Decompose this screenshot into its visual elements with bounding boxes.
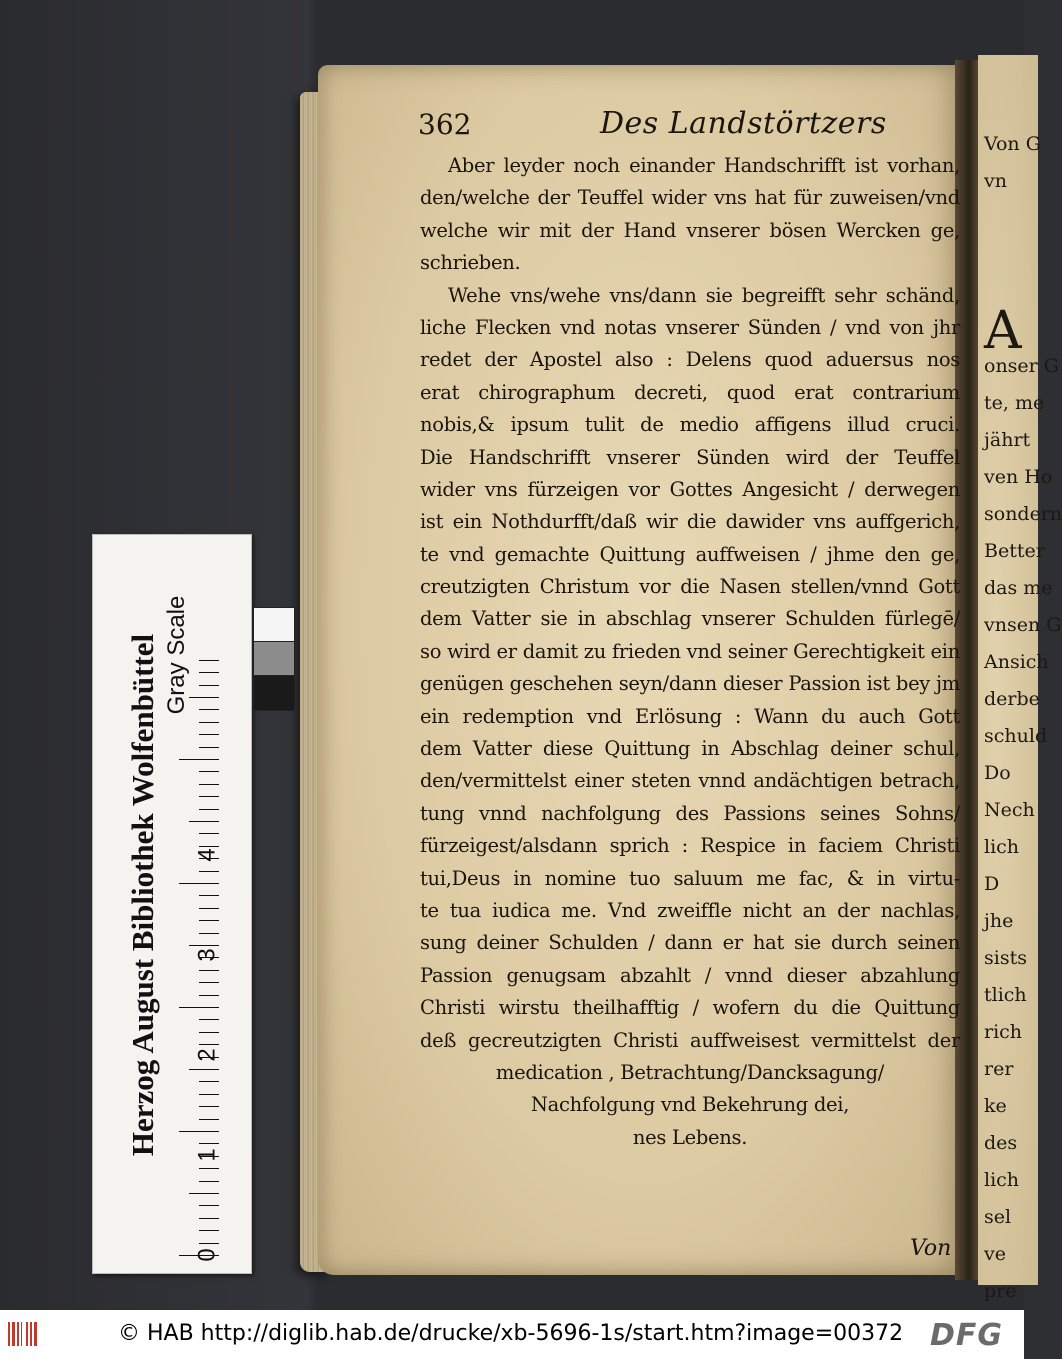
barcode-bar xyxy=(30,1322,32,1346)
barcode-bar xyxy=(17,1322,19,1346)
copyright-link[interactable]: © HAB http://diglib.hab.de/drucke/xb-5696-1s/start.htm?image=00372 xyxy=(118,1321,904,1346)
facing-page-fragment: derbe xyxy=(984,688,1040,710)
barcode-bar xyxy=(21,1322,22,1346)
facing-page-fragment: lich xyxy=(984,1169,1020,1191)
text-line: fürzeigest/alsdann sprich : Respice in faciem Christi xyxy=(420,834,960,858)
ruler-tick xyxy=(199,1119,219,1120)
text-line: tung vnnd nachfolgung des Passions seines Sohns/ xyxy=(420,801,960,825)
ruler-tick xyxy=(179,759,219,760)
page-number: 362 xyxy=(418,108,472,141)
text-line: welche wir mit der Hand vnserer bösen Wercken ge, xyxy=(420,218,960,242)
text-line: medication , Betrachtung/Dancksagung/ xyxy=(495,1060,885,1084)
facing-page-fragment: des xyxy=(984,1132,1018,1154)
text-line: ein redemption vnd Erlösung : Wann du auch Gott xyxy=(420,704,960,728)
ruler-tick xyxy=(199,1168,219,1169)
text-line: te vnd gemachte Quittung auffweisen / jhme den ge, xyxy=(420,542,960,566)
facing-page-fragment: Ansich xyxy=(984,651,1049,673)
facing-page-fragment: tlich xyxy=(984,984,1027,1006)
ruler-tick xyxy=(189,1069,219,1070)
facing-page-fragment: lich xyxy=(984,836,1020,858)
ruler-number: 4 xyxy=(193,848,221,862)
text-line: Die Handschrifft vnserer Sünden wird der Teuffel xyxy=(420,445,960,469)
text-line: dem Vatter sie in abschlag vnserer Schulden fürlegē/ xyxy=(420,607,960,631)
ruler-number: 3 xyxy=(193,948,221,962)
text-line: deß gecreutzigten Christi auffweisest vermittelst der xyxy=(420,1028,960,1052)
gray-scale-label: Gray Scale xyxy=(163,595,190,715)
facing-page-fragment: onser G xyxy=(984,355,1059,377)
ruler-tick xyxy=(199,933,219,934)
scale-ruler xyxy=(92,534,252,1274)
facing-page-fragment: Nech xyxy=(984,799,1035,821)
text-line: Wehe vns/wehe vns/dann sie begreifft sehr schänd, xyxy=(448,283,960,307)
ruler-tick xyxy=(199,747,219,748)
ruler-tick xyxy=(199,1081,219,1082)
ruler-tick xyxy=(199,709,219,710)
text-line: Christi wirstu theilhafftig / wofern du die Quittung xyxy=(420,996,960,1020)
text-line: nobis,& ipsum tulit de medio affigens illud cruci. xyxy=(420,413,960,437)
ruler-tick xyxy=(199,672,219,673)
facing-page-fragment: ve xyxy=(984,1243,1006,1265)
gray-swatch xyxy=(253,641,295,677)
facing-page-fragment: A xyxy=(984,301,1022,361)
ruler-tick xyxy=(199,1243,219,1244)
text-line: te tua iudica me. Vnd zweiffle nicht an der nachlas, xyxy=(420,898,960,922)
ruler-tick xyxy=(189,945,219,946)
institution-label: Herzog August Bibliothek Wolfenbüttel xyxy=(125,633,160,1157)
text-line: dem Vatter diese Quittung in Abschlag deiner schul, xyxy=(420,737,960,761)
text-line: ist ein Nothdurfft/daß wir die dawider vns auffgerich, xyxy=(420,510,960,534)
ruler-tick xyxy=(189,821,219,822)
ruler-tick xyxy=(199,809,219,810)
ruler-number: 1 xyxy=(193,1148,221,1162)
ruler-tick xyxy=(199,660,219,661)
barcode-bar xyxy=(34,1322,37,1346)
text-line: liche Flecken vnd notas vnserer Sünden / vnd von jhr xyxy=(420,315,960,339)
text-line: nes Lebens. xyxy=(632,1125,748,1149)
ruler-tick xyxy=(199,1019,219,1020)
text-line: wider vns fürzeigen vor Gottes Angesicht / derwegen xyxy=(420,477,960,501)
gray-swatch xyxy=(253,675,295,711)
ruler-tick xyxy=(199,846,219,847)
facing-page-fragment: te, me xyxy=(984,392,1045,414)
running-head: Des Landstörtzers xyxy=(600,106,887,141)
barcode-bar xyxy=(12,1322,15,1346)
text-line: Aber leyder noch einander Handschrifft ist vorhan, xyxy=(448,154,960,177)
facing-page xyxy=(978,55,1062,1302)
facing-page-fragment: jhe xyxy=(984,910,1014,932)
ruler-tick xyxy=(199,685,219,686)
facing-page-fragment: ven Ho xyxy=(984,466,1053,488)
text-line: Passion genugsam abzahlt / vnnd dieser abzahlung xyxy=(420,963,960,987)
ruler-number: 2 xyxy=(193,1048,221,1062)
text-line: redet der Apostel also : Delens quod aduersus nos xyxy=(420,348,960,372)
ruler-tick xyxy=(199,970,219,971)
ruler-tick xyxy=(199,908,219,909)
ruler-tick xyxy=(199,1181,219,1182)
ruler-tick xyxy=(199,796,219,797)
facing-page-fragment: ke xyxy=(984,1095,1007,1117)
text-line: genügen geschehen seyn/dann dieser Passion ist bey jm xyxy=(420,672,960,696)
ruler-tick xyxy=(199,920,219,921)
barcode-icon xyxy=(8,1322,48,1346)
facing-page-fragment: D xyxy=(984,873,1000,895)
facing-page-fragment: sists xyxy=(984,947,1027,969)
page-header xyxy=(418,108,958,148)
ruler-tick xyxy=(199,1230,219,1231)
facing-page-fragment: vn xyxy=(984,170,1007,192)
facing-page-fragment: Von G xyxy=(984,133,1041,155)
facing-page-fragment: sondern xyxy=(984,503,1062,525)
text-line: den/vermittelst einer steten vnnd andächtigen betrach, xyxy=(420,769,960,793)
catchword: Von xyxy=(910,1236,952,1261)
gray-swatch xyxy=(253,607,295,643)
ruler-tick xyxy=(199,1032,219,1033)
text-line: erat chirographum decreti, quod erat contrarium xyxy=(420,380,960,404)
ruler-tick xyxy=(199,734,219,735)
ruler-tick xyxy=(199,1205,219,1206)
facing-page-fragment: sel xyxy=(984,1206,1012,1228)
barcode-bar xyxy=(8,1322,10,1346)
ruler-tick xyxy=(199,995,219,996)
ruler-tick xyxy=(199,833,219,834)
barcode-bar xyxy=(26,1322,28,1346)
facing-page-fragment: rer xyxy=(984,1058,1014,1080)
facing-page-fragment: schuld xyxy=(984,725,1048,747)
text-line: sung deiner Schulden / dann er hat sie durch seinen xyxy=(420,931,960,955)
text-line: creutzigten Christum vor die Nasen stellen/vnnd Gott xyxy=(420,575,960,599)
ruler-tick xyxy=(199,784,219,785)
page-body-text xyxy=(420,150,960,1154)
text-line: tui,Deus in nomine tuo saluum me fac, & in virtu- xyxy=(420,866,960,890)
facing-page-fragment: jährt xyxy=(984,429,1031,451)
ruler-tick xyxy=(199,722,219,723)
ruler-tick xyxy=(179,1007,219,1008)
ruler-tick xyxy=(199,771,219,772)
ruler-tick xyxy=(199,1106,219,1107)
text-line: so wird er damit zu frieden vnd seiner Gerechtigkeit ein xyxy=(420,639,960,663)
facing-page-fragment: Better xyxy=(984,540,1045,562)
ruler-tick xyxy=(199,1218,219,1219)
ruler-tick xyxy=(199,1044,219,1045)
facing-page-fragment: pre xyxy=(984,1280,1017,1302)
ruler-tick xyxy=(199,895,219,896)
ruler-tick xyxy=(199,1143,219,1144)
ruler-tick xyxy=(189,1193,219,1194)
ruler-tick xyxy=(179,1131,219,1132)
text-line: schrieben. xyxy=(420,251,521,275)
facing-page-fragment: das me xyxy=(984,577,1053,599)
ruler-tick xyxy=(199,871,219,872)
footer-bar xyxy=(0,1310,1024,1359)
ruler-tick xyxy=(199,1094,219,1095)
facing-page-fragment: rich xyxy=(984,1021,1023,1043)
text-line: Nachfolgung vnd Bekehrung dei, xyxy=(530,1093,850,1117)
ruler-tick xyxy=(199,982,219,983)
facing-page-fragment: Do xyxy=(984,762,1011,784)
ruler-number: 0 xyxy=(193,1248,221,1262)
facing-page-fragment: vnsen G xyxy=(984,614,1062,636)
dfg-logo: DFG xyxy=(930,1318,1004,1353)
ruler-tick xyxy=(179,883,219,884)
text-line: den/welche der Teuffel wider vns hat für zuweisen/vnd xyxy=(420,186,960,210)
ruler-tick xyxy=(189,697,219,698)
